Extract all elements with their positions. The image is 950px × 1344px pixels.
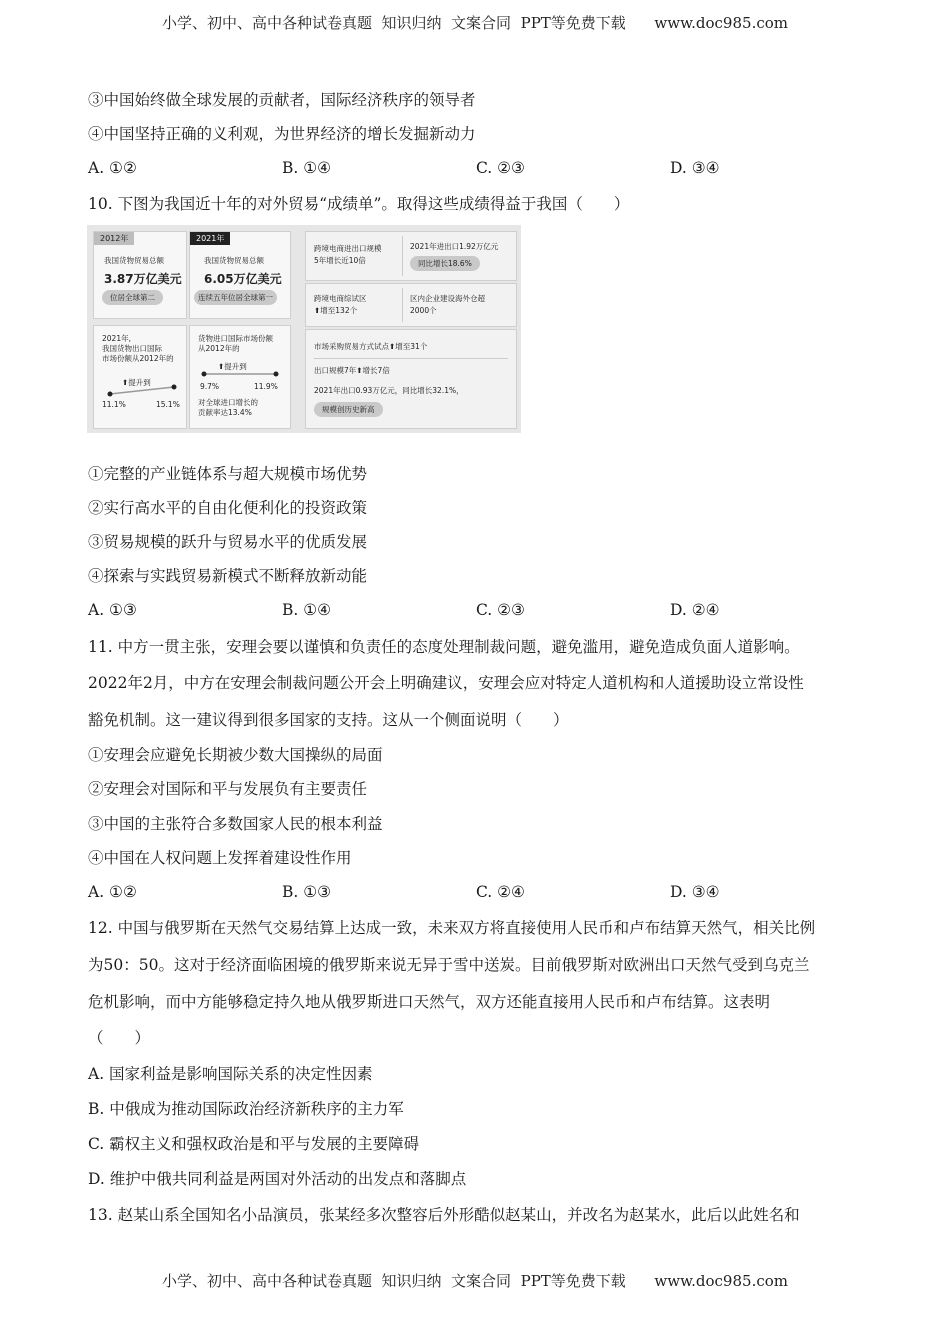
q10-item-4: ④探索与实践贸易新模式不断释放新动能 xyxy=(88,567,368,585)
q10-option-a[interactable]: A. ①③ xyxy=(88,601,137,619)
r1b-1: 2021年进出口1.92万亿元 xyxy=(410,242,499,251)
p4-a: 9.7% xyxy=(200,382,220,391)
q11-item-3: ③中国的主张符合多数国家人民的根本利益 xyxy=(88,815,383,833)
p1-value: 3.87万亿美元 xyxy=(104,272,182,286)
r3-pill: 规模创历史新高 xyxy=(314,402,383,417)
p4-line xyxy=(198,368,282,380)
r1a-1: 跨境电商进出口规模 xyxy=(314,244,382,253)
q12-option-a[interactable]: A. 国家利益是影响国际关系的决定性因素 xyxy=(88,1065,373,1083)
panel-2012-total xyxy=(93,231,187,319)
q9-option-d[interactable]: D. ③④ xyxy=(670,159,720,177)
p3-b: 15.1% xyxy=(156,400,180,409)
p1-label: 我国货物贸易总额 xyxy=(104,256,164,265)
p3-text3: 市场份额从2012年的 xyxy=(102,354,174,363)
r3-2: 出口规模7年⬆增长7倍 xyxy=(314,366,390,375)
q9-option-c[interactable]: C. ②③ xyxy=(476,159,525,177)
q10-option-d[interactable]: D. ②④ xyxy=(670,601,720,619)
r2b-2: 2000个 xyxy=(410,306,437,315)
panel-import-share xyxy=(189,325,291,429)
trade-infographic xyxy=(87,225,521,433)
panel-pilot-zones xyxy=(305,283,517,327)
r3-1: 市场采购贸易方式试点⬆增至31个 xyxy=(314,342,428,351)
q12-stem-1: 12. 中国与俄罗斯在天然气交易结算上达成一致，未来双方将直接使用人民币和卢布结算天然气，相关比例 xyxy=(88,919,816,937)
q12-stem-3: 危机影响，而中方能够稳定持久地从俄罗斯进口天然气，双方还能直接用人民币和卢布结算。这表明 xyxy=(88,993,771,1011)
r3-3: 2021年出口0.93万亿元，同比增长32.1%， xyxy=(314,386,464,395)
q10-item-1: ①完整的产业链体系与超大规模市场优势 xyxy=(88,465,368,483)
q9-item-3: ③中国始终做全球发展的贡献者，国际经济秩序的领导者 xyxy=(88,91,476,109)
panel-2021-total xyxy=(189,231,291,319)
p2-value: 6.05万亿美元 xyxy=(204,272,282,286)
p3-text1: 2021年, xyxy=(102,334,131,343)
p4-up: ⬆提升到 xyxy=(218,362,247,371)
q9-item-4: ④中国坚持正确的义利观，为世界经济的增长发掘新动力 xyxy=(88,125,476,143)
r2a-1: 跨境电商综试区 xyxy=(314,294,367,303)
p3-text2: 我国货物出口国际 xyxy=(102,344,162,353)
q10-item-2: ②实行高水平的自由化便利化的投资政策 xyxy=(88,499,368,517)
q10-stem: 10. 下图为我国近十年的对外贸易“成绩单”。取得这些成绩得益于我国（ ） xyxy=(88,195,630,213)
q11-stem-2: 2022年2月，中方在安理会制裁问题公开会上明确建议，安理会应对特定人道机构和人道援助设立常设性 xyxy=(88,674,804,692)
panel-export-share xyxy=(93,325,187,429)
q12-option-b[interactable]: B. 中俄成为推动国际政治经济新秩序的主力军 xyxy=(88,1100,404,1118)
q12-option-d[interactable]: D. 维护中俄共同利益是两国对外活动的出发点和落脚点 xyxy=(88,1170,467,1188)
q12-option-c[interactable]: C. 霸权主义和强权政治是和平与发展的主要障碍 xyxy=(88,1135,420,1153)
panel-ecommerce-scale xyxy=(305,231,517,281)
p2-pill: 连续五年位居全球第一 xyxy=(194,290,277,305)
q13-stem-1: 13. 赵某山系全国知名小品演员，张某经多次整容后外形酷似赵某山，并改名为赵某水，此后以此姓名和 xyxy=(88,1206,800,1224)
r2b-1: 区内企业建设海外仓超 xyxy=(410,294,485,303)
p4-text1: 货物进口国际市场份额 xyxy=(198,334,273,343)
page-footer: 小学、初中、高中各种试卷真题 知识归纳 文案合同 PPT等免费下载 www.doc985.com xyxy=(161,1272,788,1290)
p1-pill: 位居全球第二 xyxy=(102,290,163,305)
p3-a: 11.1% xyxy=(102,400,126,409)
q12-stem-4: （ ） xyxy=(88,1029,151,1047)
q11-option-c[interactable]: C. ②④ xyxy=(476,883,525,901)
q9-option-a[interactable]: A. ①② xyxy=(88,159,137,177)
p2-label: 我国货物贸易总额 xyxy=(204,256,264,265)
tag-2012: 2012年 xyxy=(94,232,134,245)
q11-item-1: ①安理会应避免长期被少数大国操纵的局面 xyxy=(88,746,383,764)
r1a-2: 5年增长近10倍 xyxy=(314,256,366,265)
q10-option-c[interactable]: C. ②③ xyxy=(476,601,525,619)
page-header: 小学、初中、高中各种试卷真题 知识归纳 文案合同 PPT等免费下载 www.doc985.com xyxy=(161,14,788,32)
q11-stem-3: 豁免机制。这一建议得到很多国家的支持。这从一个侧面说明（ ） xyxy=(88,711,569,729)
p4-text3: 对全球进口增长的 xyxy=(198,398,258,407)
q10-option-b[interactable]: B. ①④ xyxy=(282,601,332,619)
p4-text4: 贡献率达13.4% xyxy=(198,408,252,417)
r2a-2: ⬆增至132个 xyxy=(314,306,358,315)
q11-option-d[interactable]: D. ③④ xyxy=(670,883,720,901)
q11-item-4: ④中国在人权问题上发挥着建设性作用 xyxy=(88,849,352,867)
q9-option-b[interactable]: B. ①④ xyxy=(282,159,332,177)
q11-option-b[interactable]: B. ①③ xyxy=(282,883,332,901)
p3-line xyxy=(104,384,180,398)
q11-item-2: ②安理会对国际和平与发展负有主要责任 xyxy=(88,780,368,798)
q11-stem-1: 11. 中方一贯主张，安理会要以谨慎和负责任的态度处理制裁问题，避免滥用，避免造成负面人道影响。 xyxy=(88,638,800,656)
tag-2021: 2021年 xyxy=(190,232,230,245)
r1b-pill: 同比增长18.6% xyxy=(410,256,480,271)
panel-market-procurement xyxy=(305,329,517,429)
q12-stem-2: 为50：50。这对于经济面临困境的俄罗斯来说无异于雪中送炭。目前俄罗斯对欧洲出口天然气受到乌克兰 xyxy=(88,956,810,974)
q11-option-a[interactable]: A. ①② xyxy=(88,883,137,901)
p4-text2: 从2012年的 xyxy=(198,344,240,353)
p3-up: ⬆提升到 xyxy=(122,378,151,387)
q10-item-3: ③贸易规模的跃升与贸易水平的优质发展 xyxy=(88,533,368,551)
p4-b: 11.9% xyxy=(254,382,278,391)
